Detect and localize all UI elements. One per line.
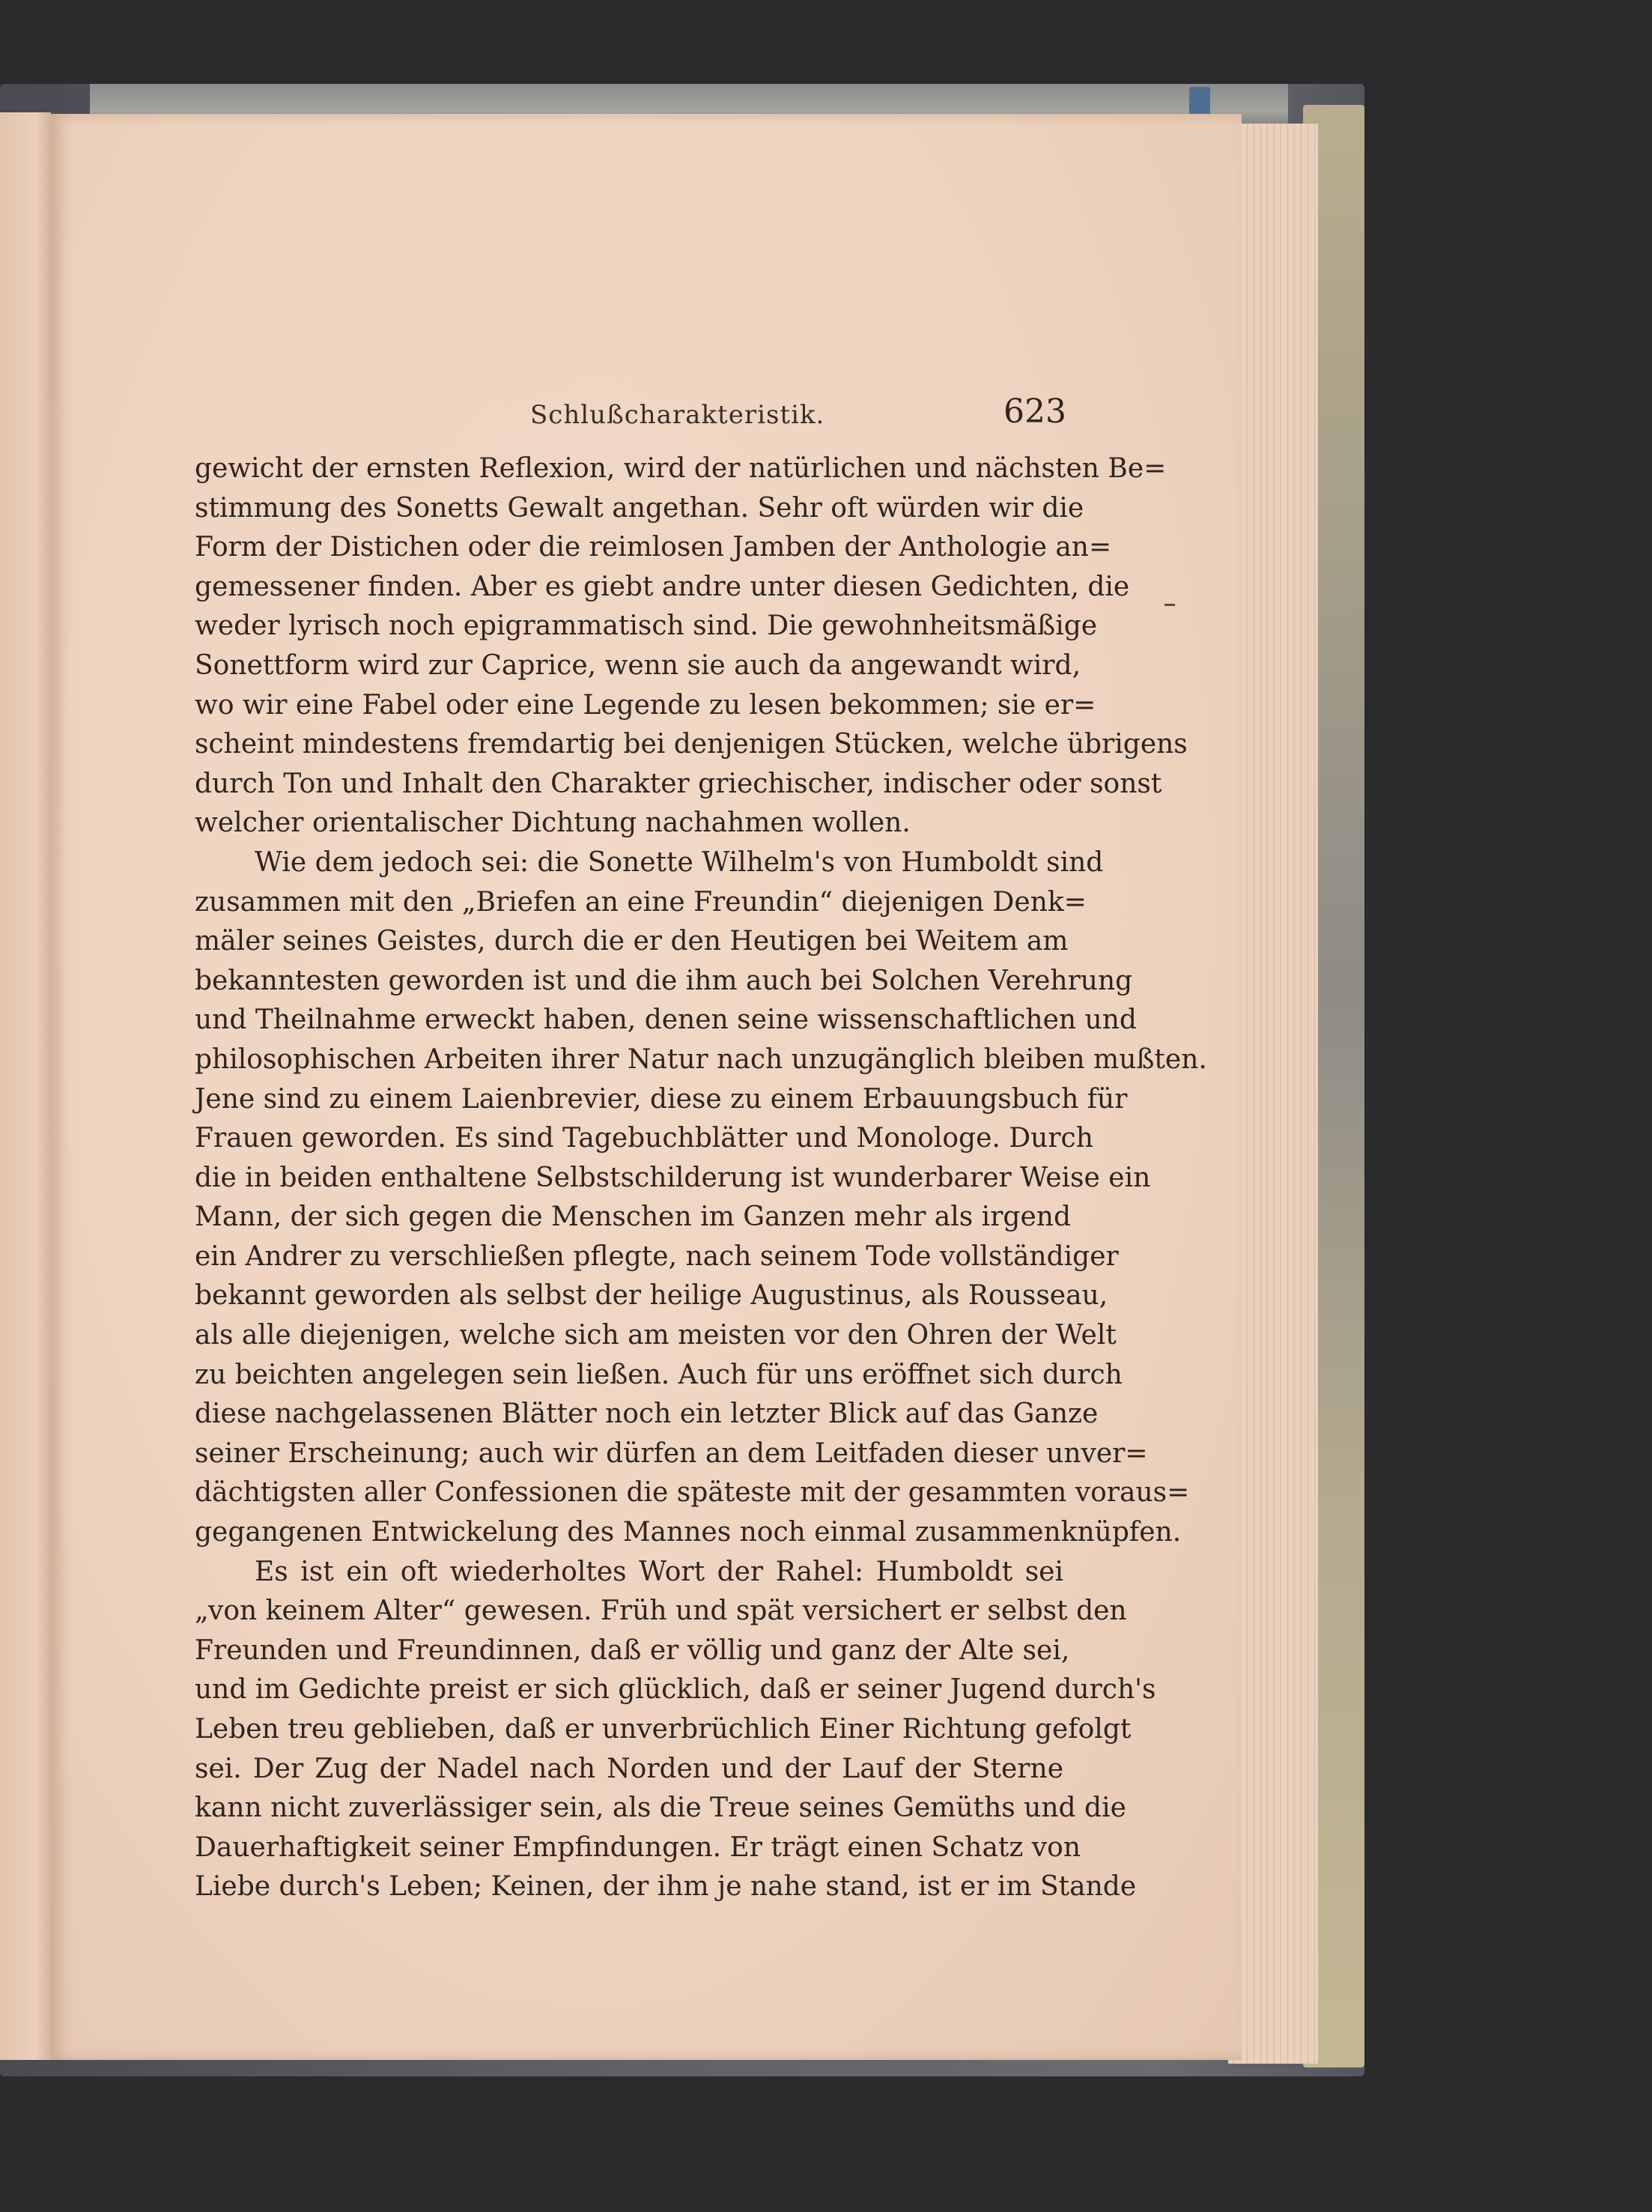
text-line: dächtigsten aller Confessionen die späteste mit der gesammten voraus= [195, 1477, 1190, 1509]
text-line: philosophischen Arbeiten ihrer Natur nach unzugänglich bleiben mußten. [195, 1043, 1207, 1075]
text-line: Dauerhaftigkeit seiner Empfindungen. Er trägt einen Schatz von [195, 1831, 1081, 1863]
text-line: Wie dem jedoch sei: die Sonette Wilhelm's von Humboldt sind [255, 846, 1104, 878]
page-edges [1228, 124, 1318, 2064]
body-text [195, 449, 1207, 1907]
text-line: Mann, der sich gegen die Menschen im Ganzen mehr als irgend [195, 1202, 1071, 1233]
text-line: diese nachgelassenen Blätter noch ein letzter Blick auf das Ganze [195, 1399, 1099, 1430]
text-line: bekanntesten geworden ist und die ihm auch bei Solchen Verehrung [195, 965, 1133, 996]
text-line: zu beichten angelegen sein ließen. Auch für uns eröffnet sich durch [195, 1359, 1123, 1390]
text-line: weder lyrisch noch epigrammatisch sind. Die gewohnheitsmäßige [195, 610, 1098, 642]
text-line: zusammen mit den „Briefen an eine Freundin“ diejenigen Denk= [195, 886, 1087, 918]
text-line: mäler seines Geistes, durch die er den Heutigen bei Weitem am [195, 926, 1069, 957]
text-line: gewicht der ernsten Reflexion, wird der natürlichen und nächsten Be= [195, 453, 1167, 484]
text-line: die in beiden enthaltene Selbstschilderung ist wunderbarer Weise ein [195, 1162, 1151, 1193]
text-line: sei. Der Zug der Nadel nach Norden und der Lauf der Sterne [195, 1753, 1063, 1784]
text-line: ein Andrer zu verschließen pflegte, nach seinem Tode vollständiger [195, 1240, 1119, 1272]
text-line: Jene sind zu einem Laienbrevier, diese zu einem Erbauungsbuch für [195, 1083, 1128, 1115]
text-line: gemessener finden. Aber es giebt andre unter diesen Gedichten, die [195, 571, 1130, 602]
page-number: 623 [1003, 393, 1066, 431]
text-line: Frauen geworden. Es sind Tagebuchblätter und Monologe. Durch [195, 1123, 1093, 1154]
text-line: bekannt geworden als selbst der heilige Augustinus, als Rousseau, [195, 1280, 1108, 1312]
text-line: kann nicht zuverlässiger sein, als die Treue seines Gemüths und die [195, 1793, 1126, 1824]
left-page-edge [0, 112, 51, 2060]
text-line: Leben treu geblieben, daß er unverbrüchlich Einer Richtung gefolgt [195, 1714, 1132, 1745]
book-page [51, 114, 1242, 2060]
text-line: Sonettform wird zur Caprice, wenn sie auch da angewandt wird, [195, 649, 1081, 681]
text-line: seiner Erscheinung; auch wir dürfen an dem Leitfaden dieser unver= [195, 1437, 1148, 1469]
text-line: Liebe durch's Leben; Keinen, der ihm je nahe stand, ist er im Stande [195, 1871, 1137, 1903]
running-head: Schlußcharakteristik. [530, 400, 825, 430]
text-line: „von keinem Alter“ gewesen. Früh und spät versichert er selbst den [195, 1596, 1127, 1627]
margin-mark [1164, 604, 1175, 606]
text-line: gegangenen Entwickelung des Mannes noch einmal zusammenknüpfen. [195, 1517, 1182, 1548]
text-line: und Theilnahme erweckt haben, denen seine wissenschaftlichen und [195, 1005, 1137, 1036]
text-line: und im Gedichte preist er sich glücklich, daß er seiner Jugend durch's [195, 1674, 1156, 1706]
text-line: durch Ton und Inhalt den Charakter griechischer, indischer oder sonst [195, 768, 1162, 799]
text-line: als alle diejenigen, welche sich am meisten vor den Ohren der Welt [195, 1320, 1117, 1351]
text-line: Freunden und Freundinnen, daß er völlig und ganz der Alte sei, [195, 1634, 1070, 1666]
text-line: Es ist ein oft wiederholtes Wort der Rahel: Humboldt sei [255, 1556, 1063, 1587]
text-line: Form der Distichen oder die reimlosen Jamben der Anthologie an= [195, 532, 1112, 563]
text-line: stimmung des Sonetts Gewalt angethan. Sehr oft würden wir die [195, 492, 1084, 524]
text-line: scheint mindestens fremdartig bei denjenigen Stücken, welche übrigens [195, 729, 1188, 760]
text-line: welcher orientalischer Dichtung nachahmen wollen. [195, 807, 911, 839]
text-line: wo wir eine Fabel oder eine Legende zu lesen bekommen; sie er= [195, 689, 1096, 721]
